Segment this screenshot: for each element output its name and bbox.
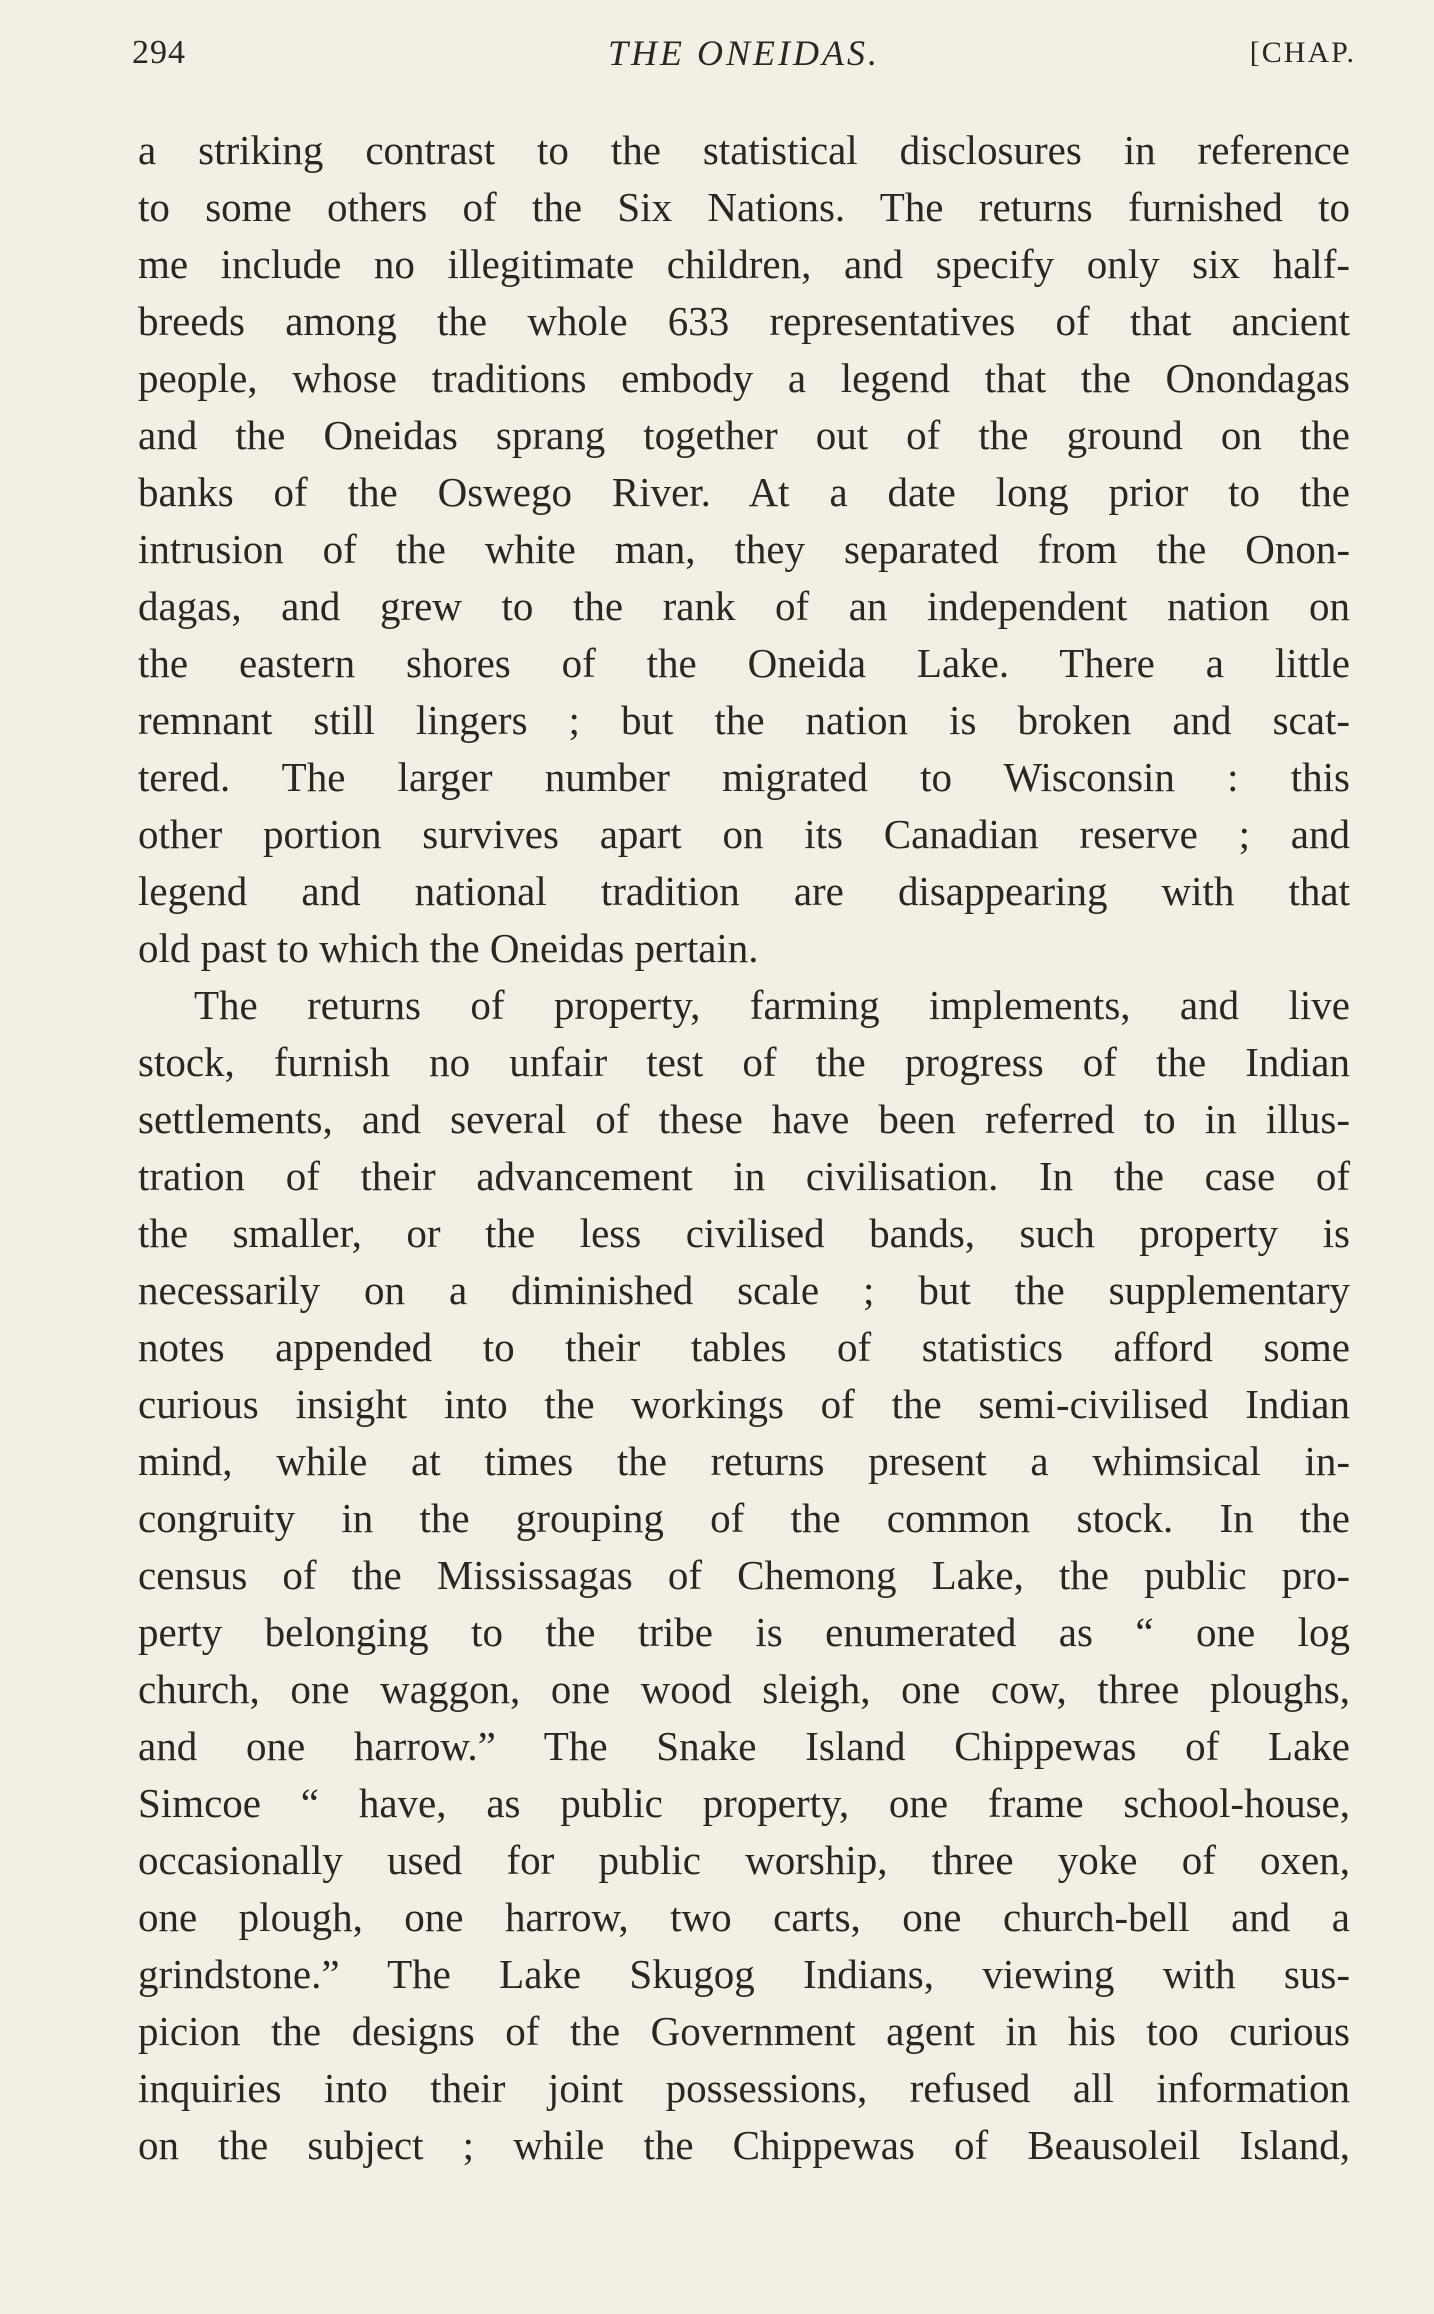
text-line: banks of the Oswego River. At a date long prior to the — [138, 469, 1350, 515]
text-line: remnant still lingers ; but the nation is broken and scat- — [138, 697, 1350, 743]
text-line: curious insight into the workings of the semi-civilised Indian — [138, 1381, 1350, 1427]
text-line: on the subject ; while the Chippewas of Beausoleil Island, — [138, 2122, 1350, 2168]
running-title: THE ONEIDAS. — [608, 33, 880, 73]
text-line: grindstone.” The Lake Skugog Indians, viewing with sus- — [138, 1951, 1350, 1997]
text-line: other portion survives apart on its Canadian reserve ; and — [138, 811, 1350, 857]
text-line: Simcoe “ have, as public property, one frame school-house, — [138, 1780, 1350, 1826]
text-line: The returns of property, farming implements, and live — [194, 982, 1350, 1028]
text-line: people, whose traditions embody a legend that the Onondagas — [138, 355, 1350, 401]
chapter-label: [CHAP. — [1249, 36, 1356, 69]
text-line: picion the designs of the Government agent in his too curious — [138, 2008, 1350, 2054]
text-line: tered. The larger number migrated to Wisconsin : this — [138, 754, 1350, 800]
text-line: necessarily on a diminished scale ; but the supplementary — [138, 1267, 1350, 1313]
text-line: a striking contrast to the statistical disclosures in reference — [138, 127, 1350, 173]
text-line: perty belonging to the tribe is enumerated as “ one log — [138, 1609, 1350, 1655]
text-line: one plough, one harrow, two carts, one church-bell and a — [138, 1894, 1350, 1940]
text-line: the smaller, or the less civilised bands, such property is — [138, 1210, 1350, 1256]
text-line: stock, furnish no unfair test of the progress of the Indian — [138, 1039, 1350, 1085]
text-line: the eastern shores of the Oneida Lake. There a little — [138, 640, 1350, 686]
text-line: me include no illegitimate children, and specify only six half- — [138, 241, 1350, 287]
text-line: church, one waggon, one wood sleigh, one cow, three ploughs, — [138, 1666, 1350, 1712]
text-line: to some others of the Six Nations. The returns furnished to — [138, 184, 1350, 230]
running-head — [132, 28, 1356, 88]
text-line: and one harrow.” The Snake Island Chippewas of Lake — [138, 1723, 1350, 1769]
text-line: legend and national tradition are disappearing with that — [138, 868, 1350, 914]
body-text — [138, 122, 1350, 2174]
text-line: intrusion of the white man, they separated from the Onon- — [138, 526, 1350, 572]
text-line: settlements, and several of these have been referred to in illus- — [138, 1096, 1350, 1142]
text-line: congruity in the grouping of the common stock. In the — [138, 1495, 1350, 1541]
text-line: notes appended to their tables of statistics afford some — [138, 1324, 1350, 1370]
text-line: inquiries into their joint possessions, refused all information — [138, 2065, 1350, 2111]
page-number: 294 — [132, 34, 186, 71]
text-line: breeds among the whole 633 representatives of that ancient — [138, 298, 1350, 344]
text-line: mind, while at times the returns present a whimsical in- — [138, 1438, 1350, 1484]
text-line: census of the Mississagas of Chemong Lake, the public pro- — [138, 1552, 1350, 1598]
text-line: old past to which the Oneidas pertain. — [138, 925, 759, 971]
text-line: occasionally used for public worship, three yoke of oxen, — [138, 1837, 1350, 1883]
text-line: tration of their advancement in civilisation. In the case of — [138, 1153, 1350, 1199]
text-line: dagas, and grew to the rank of an independent nation on — [138, 583, 1350, 629]
text-line: and the Oneidas sprang together out of the ground on the — [138, 412, 1350, 458]
